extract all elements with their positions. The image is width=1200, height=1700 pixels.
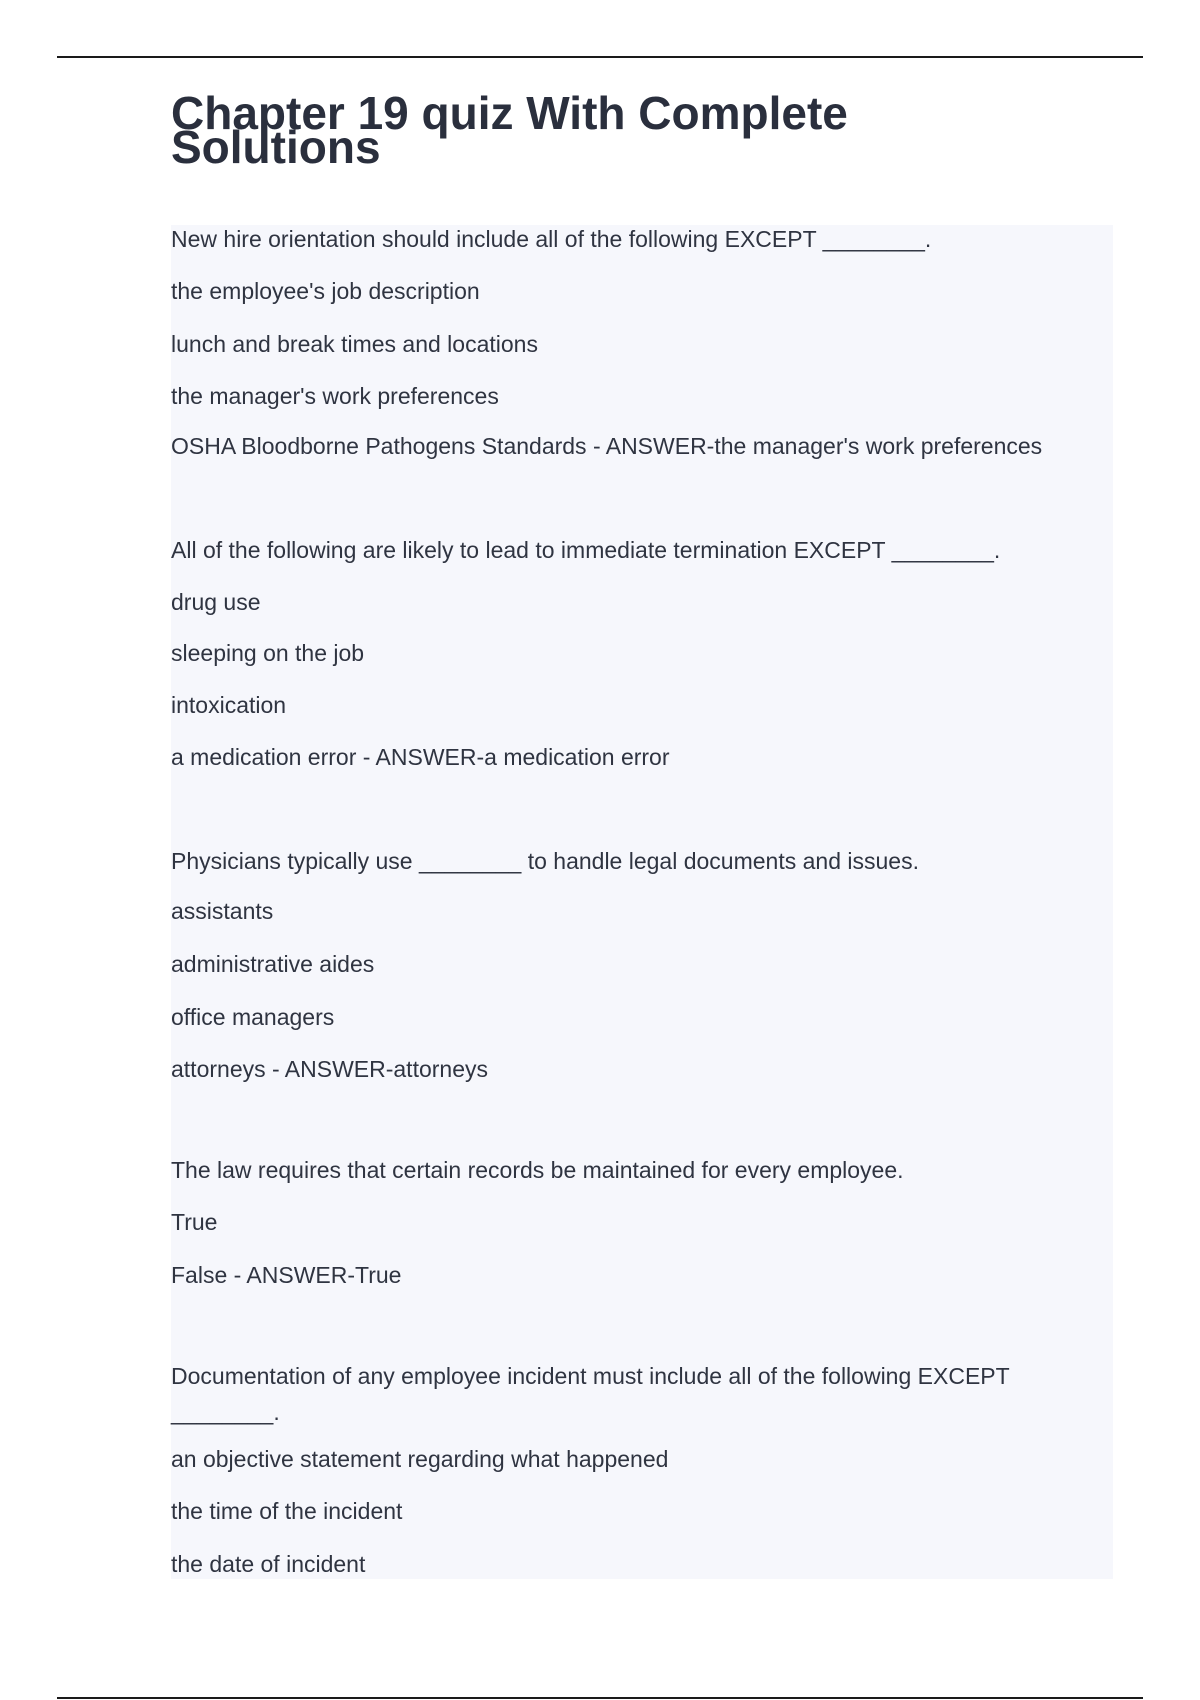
question-5-option-3: the date of incident — [171, 1551, 366, 1577]
question-4-option-2: False - ANSWER-True — [171, 1262, 402, 1288]
question-1-option-1: the employee's job description — [171, 278, 480, 304]
question-4-option-1: True — [171, 1209, 218, 1235]
question-2-option-2: sleeping on the job — [171, 640, 365, 666]
quiz-content — [171, 225, 1113, 1579]
question-3-option-1: assistants — [171, 898, 274, 924]
top-rule — [57, 56, 1143, 58]
question-2-option-3: intoxication — [171, 692, 287, 718]
question-5-option-1: an objective statement regarding what happened — [171, 1446, 669, 1472]
bottom-rule — [57, 1697, 1143, 1699]
document-title: Chapter 19 quiz With Complete Solutions — [171, 87, 848, 173]
question-1-option-4: OSHA Bloodborne Pathogens Standards - ANSWER-the manager's work preferences — [171, 433, 1043, 459]
question-3-option-3: office managers — [171, 1004, 335, 1030]
question-2-option-1: drug use — [171, 589, 261, 615]
question-1-option-3: the manager's work preferences — [171, 383, 499, 409]
question-1-option-2: lunch and break times and locations — [171, 331, 538, 357]
question-1-prompt: New hire orientation should include all of the following EXCEPT ________. — [171, 226, 932, 252]
question-5-option-2: the time of the incident — [171, 1498, 403, 1524]
question-2-option-4: a medication error - ANSWER-a medication error — [171, 744, 670, 770]
question-3-option-4: attorneys - ANSWER-attorneys — [171, 1056, 488, 1082]
question-4-prompt: The law requires that certain records be maintained for every employee. — [171, 1157, 904, 1183]
question-3-option-2: administrative aides — [171, 951, 375, 977]
question-5-prompt: Documentation of any employee incident must include all of the following EXCEPT ________. — [171, 1363, 1010, 1425]
question-2-prompt: All of the following are likely to lead to immediate termination EXCEPT ________. — [171, 537, 1001, 563]
question-3-prompt: Physicians typically use ________ to handle legal documents and issues. — [171, 848, 919, 874]
